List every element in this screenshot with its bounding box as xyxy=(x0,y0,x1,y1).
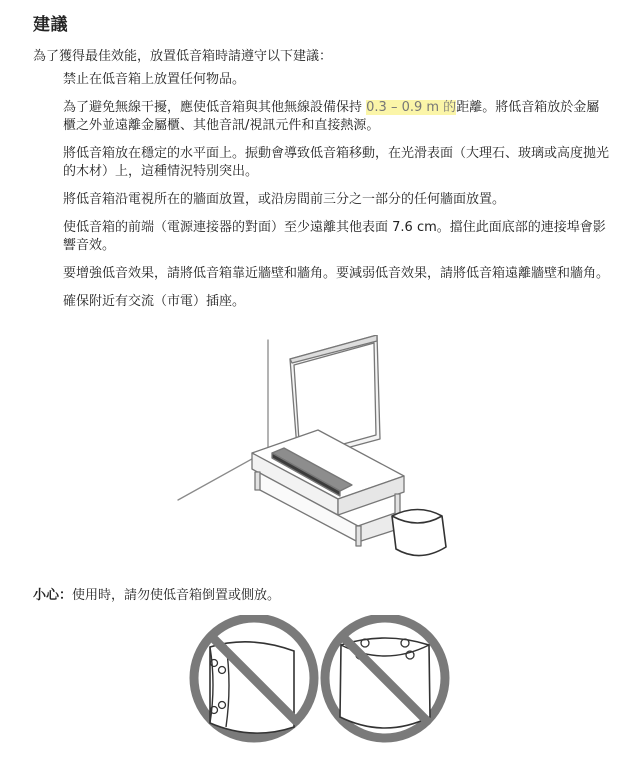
list-item-text-before: 為了避免無線干擾，應使低音箱與其他無線設備保持 xyxy=(63,100,367,115)
list-item xyxy=(63,99,611,135)
list-item: 確保附近有交流（市電）插座。 xyxy=(63,294,246,309)
caution-note xyxy=(33,584,280,603)
list-item: 將低音箱沿電視所在的牆面放置，或沿房間前三分之一部分的任何牆面放置。 xyxy=(63,192,506,207)
caution-label: 小心： xyxy=(33,588,73,603)
recommendation-list xyxy=(63,71,611,321)
intro-text: 為了獲得最佳效能，放置低音箱時請遵守以下建議： xyxy=(33,49,333,64)
list-item: 使低音箱的前端（電源連接器的對面）至少遠離其他表面 7.6 cm。擋住此面底部的連接埠會影響音效。 xyxy=(63,220,606,253)
placement-illustration-icon xyxy=(0,335,639,570)
list-item: 將低音箱放在穩定的水平面上。振動會導致低音箱移動，在光滑表面（大理石、玻璃或高度拋光的木材）上，這種情況特別突出。 xyxy=(63,146,610,179)
list-item-text-after: 距離。將低音箱放於金屬櫃之外並遠離金屬櫃、其他音訊/視訊元件和直接熱源。 xyxy=(63,100,600,133)
page-title: 建議 xyxy=(33,15,68,35)
list-item: 禁止在低音箱上放置任何物品。 xyxy=(63,72,246,87)
caution-text: 使用時，請勿使低音箱倒置或側放。 xyxy=(72,588,281,603)
no-sideways-no-upside-down-icon xyxy=(0,615,639,750)
highlighted-distance: 0.3 – 0.9 m 的 xyxy=(366,100,457,115)
list-item: 要增強低音效果，請將低音箱靠近牆壁和牆角。要減弱低音效果，請將低音箱遠離牆壁和牆角。 xyxy=(63,266,610,281)
